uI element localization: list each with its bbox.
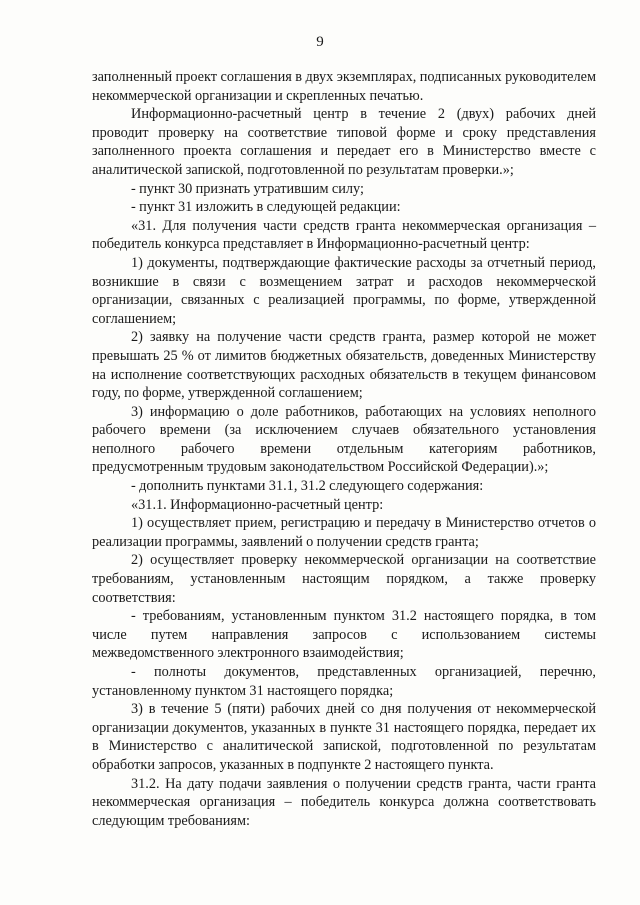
paragraph-subitem-3: 3) информацию о доле работников, работающих на условиях неполного рабочего времени (за исключением случаев обязательного установления неполного рабочего времени отдельным категориям работников, предусмотренным трудовым законодательством Российской Федерации).»; bbox=[92, 403, 596, 476]
paragraph-31-1-subitem-1: 1) осуществляет прием, регистрацию и передачу в Министерство отчетов о реализации программы, заявлений о получении средств гранта; bbox=[92, 515, 596, 550]
paragraph-requirements-check: - требованиям, установленным пунктом 31.2 настоящего порядка, в том числе путем направления запросов с использованием системы межведомственного электронного взаимодействия; bbox=[92, 608, 596, 662]
paragraph-item-31-2: 31.2. На дату подачи заявления о получении средств гранта, части гранта некоммерческая организация – победитель конкурса должна соответствовать следующим требованиям: bbox=[92, 775, 596, 829]
paragraph-completeness-check: - полноты документов, представленных организацией, перечню, установленному пунктом 31 настоящего порядка; bbox=[92, 664, 596, 699]
page-number: 9 bbox=[316, 34, 324, 50]
paragraph-item-31-1: «31.1. Информационно-расчетный центр: bbox=[131, 496, 384, 513]
paragraph-item-31-intro: - пункт 31 изложить в следующей редакции: bbox=[131, 199, 401, 216]
paragraph-subitem-1: 1) документы, подтверждающие фактические расходы за отчетный период, возникшие в связи с возмещением затрат и расходов некоммерческой организации, связанных с реализацией программы, по форме, утвержденной соглашением; bbox=[92, 254, 596, 327]
paragraph-31-1-subitem-3: 3) в течение 5 (пяти) рабочих дней со дня получения от некоммерческой организации документов, указанных в пункте 31 настоящего порядка, передает их в Министерство с аналитической запиской, подготовленной по результатам обработки запросов, указанных в подпункте 2 настоящего пункта. bbox=[92, 701, 596, 773]
paragraph-subitem-2: 2) заявку на получение части средств гранта, размер которой не может превышать 25 % от лимитов бюджетных обязательств, доведенных Министерству на исполнение соответствующих расходных обязательств в текущем финансовом году, по форме, утвержденной соглашением; bbox=[92, 329, 596, 402]
paragraph-31-1-subitem-2: 2) осуществляет проверку некоммерческой организации на соответствие требованиям, установленным настоящим порядком, а также проверку соответствия: bbox=[92, 552, 596, 606]
paragraph-item-30: - пункт 30 признать утратившим силу; bbox=[131, 180, 364, 197]
paragraph-verification: Информационно-расчетный центр в течение 2 (двух) рабочих дней проводит проверку на соответствие типовой форме и сроку представления заполненного проекта соглашения и передает его в Министерство вместе с аналитической запиской, подготовленной по результатам проверки.»; bbox=[92, 106, 596, 178]
paragraph-continuation: заполненный проект соглашения в двух экземплярах, подписанных руководителем некоммерческой организации и скрепленных печатью. bbox=[92, 69, 596, 104]
document-body bbox=[92, 68, 596, 830]
paragraph-item-31: «31. Для получения части средств гранта некоммерческая организация – победитель конкурса представляет в Информационно-расчетный центр: bbox=[92, 217, 596, 253]
paragraph-add-items: - дополнить пунктами 31.1, 31.2 следующего содержания: bbox=[131, 478, 484, 495]
